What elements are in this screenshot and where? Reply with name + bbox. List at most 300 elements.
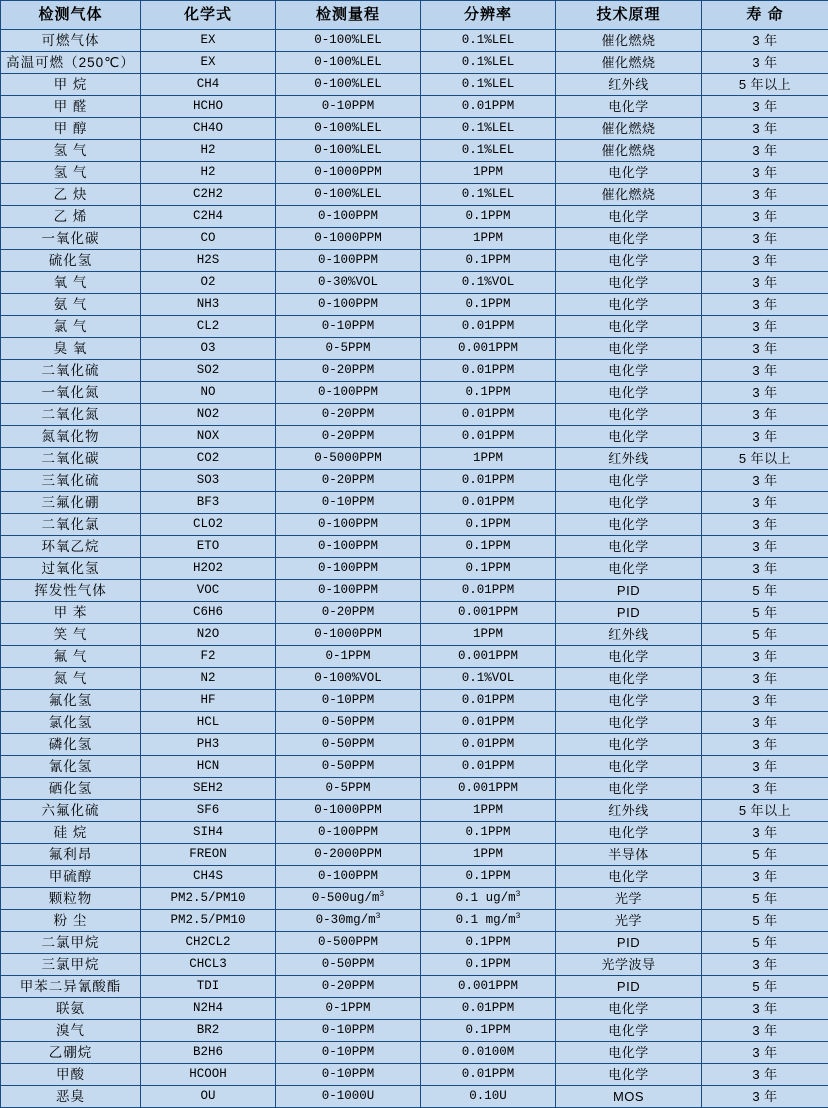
cell-formula: NOX	[141, 426, 276, 448]
cell-lifetime: 5 年以上	[702, 74, 828, 96]
cell-resolution: 0.001PPM	[421, 778, 556, 800]
cell-technology: 电化学	[556, 316, 702, 338]
cell-gas-name: 硫化氢	[1, 250, 141, 272]
cell-formula: C2H4	[141, 206, 276, 228]
cell-formula: C6H6	[141, 602, 276, 624]
cell-lifetime: 3 年	[702, 558, 828, 580]
cell-gas-name: 氮氧化物	[1, 426, 141, 448]
cell-resolution: 0.10U	[421, 1086, 556, 1108]
cell-resolution: 0.0100M	[421, 1042, 556, 1064]
table-row	[1, 338, 828, 360]
cell-formula: SEH2	[141, 778, 276, 800]
cell-technology: 红外线	[556, 624, 702, 646]
table-row	[1, 316, 828, 338]
table-row	[1, 756, 828, 778]
cell-resolution: 0.1%LEL	[421, 74, 556, 96]
cell-gas-name: 乙 烯	[1, 206, 141, 228]
table-row	[1, 74, 828, 96]
cell-range: 0-50PPM	[276, 734, 421, 756]
table-row	[1, 976, 828, 998]
cell-formula: HCL	[141, 712, 276, 734]
cell-gas-name: 笑 气	[1, 624, 141, 646]
cell-resolution: 1PPM	[421, 800, 556, 822]
cell-gas-name: 甲 苯	[1, 602, 141, 624]
cell-range: 0-10PPM	[276, 1020, 421, 1042]
table-row	[1, 448, 828, 470]
cell-gas-name: 恶臭	[1, 1086, 141, 1108]
cell-lifetime: 5 年	[702, 844, 828, 866]
cell-gas-name: 甲苯二异氰酸酯	[1, 976, 141, 998]
cell-range: 0-100PPM	[276, 822, 421, 844]
cell-formula: PM2.5/PM10	[141, 888, 276, 910]
cell-resolution: 0.01PPM	[421, 96, 556, 118]
cell-lifetime: 3 年	[702, 140, 828, 162]
cell-resolution: 0.1PPM	[421, 514, 556, 536]
cell-technology: 电化学	[556, 1064, 702, 1086]
table-row	[1, 250, 828, 272]
cell-gas-name: 溴气	[1, 1020, 141, 1042]
table-row	[1, 932, 828, 954]
cell-technology: 电化学	[556, 712, 702, 734]
cell-range: 0-1000PPM	[276, 162, 421, 184]
cell-lifetime: 5 年	[702, 624, 828, 646]
cell-range: 0-500PPM	[276, 932, 421, 954]
cell-formula: SO3	[141, 470, 276, 492]
cell-resolution: 0.01PPM	[421, 580, 556, 602]
cell-gas-name: 甲 烷	[1, 74, 141, 96]
cell-formula: HF	[141, 690, 276, 712]
cell-technology: 电化学	[556, 998, 702, 1020]
column-header-formula: 化学式	[141, 1, 276, 30]
cell-gas-name: 臭 氧	[1, 338, 141, 360]
cell-resolution: 0.1%LEL	[421, 140, 556, 162]
cell-range: 0-100PPM	[276, 250, 421, 272]
table-row	[1, 866, 828, 888]
cell-formula: F2	[141, 646, 276, 668]
cell-technology: 光学	[556, 910, 702, 932]
cell-technology: 电化学	[556, 470, 702, 492]
cell-lifetime: 3 年	[702, 1064, 828, 1086]
cell-range: 0-1000PPM	[276, 800, 421, 822]
cell-resolution: 0.01PPM	[421, 470, 556, 492]
cell-lifetime: 5 年	[702, 602, 828, 624]
cell-gas-name: 磷化氢	[1, 734, 141, 756]
cell-formula: NH3	[141, 294, 276, 316]
table-row	[1, 162, 828, 184]
cell-gas-name: 粉 尘	[1, 910, 141, 932]
cell-resolution: 0.001PPM	[421, 602, 556, 624]
table-row	[1, 624, 828, 646]
cell-formula: HCN	[141, 756, 276, 778]
cell-resolution: 0.01PPM	[421, 998, 556, 1020]
cell-formula: N2H4	[141, 998, 276, 1020]
cell-resolution: 0.1 $ug/m^3$	[421, 888, 556, 910]
table-row	[1, 822, 828, 844]
cell-range: 0-50PPM	[276, 712, 421, 734]
cell-lifetime: 3 年	[702, 96, 828, 118]
cell-technology: 红外线	[556, 74, 702, 96]
cell-lifetime: 3 年	[702, 316, 828, 338]
cell-formula: OU	[141, 1086, 276, 1108]
cell-resolution: 0.1PPM	[421, 536, 556, 558]
cell-lifetime: 3 年	[702, 756, 828, 778]
column-header-technology: 技术原理	[556, 1, 702, 30]
cell-range: 0-100PPM	[276, 514, 421, 536]
cell-lifetime: 3 年	[702, 778, 828, 800]
cell-lifetime: 3 年	[702, 470, 828, 492]
cell-resolution: 0.001PPM	[421, 338, 556, 360]
table-row	[1, 1064, 828, 1086]
cell-gas-name: 氟利昂	[1, 844, 141, 866]
cell-formula: NO	[141, 382, 276, 404]
cell-formula: BR2	[141, 1020, 276, 1042]
cell-range: 0-5000PPM	[276, 448, 421, 470]
cell-range: 0-20PPM	[276, 404, 421, 426]
table-row	[1, 734, 828, 756]
cell-technology: 电化学	[556, 250, 702, 272]
cell-technology: PID	[556, 976, 702, 998]
cell-technology: 光学	[556, 888, 702, 910]
cell-resolution: 0.001PPM	[421, 976, 556, 998]
cell-technology: 电化学	[556, 822, 702, 844]
cell-gas-name: 氟 气	[1, 646, 141, 668]
table-row	[1, 1086, 828, 1108]
cell-gas-name: 乙硼烷	[1, 1042, 141, 1064]
cell-technology: 电化学	[556, 734, 702, 756]
cell-lifetime: 3 年	[702, 514, 828, 536]
cell-gas-name: 一氧化氮	[1, 382, 141, 404]
cell-resolution: 0.1 $mg/m^3$	[421, 910, 556, 932]
cell-technology: 电化学	[556, 206, 702, 228]
cell-gas-name: 六氟化硫	[1, 800, 141, 822]
cell-formula: CLO2	[141, 514, 276, 536]
cell-range: $0-30mg/m^3$	[276, 910, 421, 932]
table-row	[1, 580, 828, 602]
cell-formula: TDI	[141, 976, 276, 998]
cell-gas-name: 氰化氢	[1, 756, 141, 778]
cell-formula: N2O	[141, 624, 276, 646]
cell-range: 0-50PPM	[276, 756, 421, 778]
cell-gas-name: 甲 醇	[1, 118, 141, 140]
table-row	[1, 118, 828, 140]
table-row	[1, 712, 828, 734]
cell-resolution: 0.01PPM	[421, 1064, 556, 1086]
cell-formula: HCOOH	[141, 1064, 276, 1086]
cell-lifetime: 3 年	[702, 1086, 828, 1108]
cell-resolution: 1PPM	[421, 228, 556, 250]
cell-lifetime: 5 年	[702, 976, 828, 998]
cell-formula: C2H2	[141, 184, 276, 206]
cell-gas-name: 三氧化硫	[1, 470, 141, 492]
cell-formula: CL2	[141, 316, 276, 338]
cell-range: 0-100%LEL	[276, 184, 421, 206]
cell-resolution: 0.1PPM	[421, 1020, 556, 1042]
table-body	[1, 30, 828, 1108]
cell-lifetime: 3 年	[702, 734, 828, 756]
table-row	[1, 1020, 828, 1042]
cell-formula: PM2.5/PM10	[141, 910, 276, 932]
cell-resolution: 0.1%VOL	[421, 272, 556, 294]
cell-technology: 电化学	[556, 492, 702, 514]
cell-range: 0-100%LEL	[276, 52, 421, 74]
column-header-lifetime: 寿 命	[702, 1, 828, 30]
table-row	[1, 206, 828, 228]
cell-range: 0-20PPM	[276, 976, 421, 998]
cell-lifetime: 3 年	[702, 272, 828, 294]
cell-gas-name: 高温可燃（250℃）	[1, 52, 141, 74]
cell-technology: 电化学	[556, 426, 702, 448]
cell-formula: CHCL3	[141, 954, 276, 976]
cell-technology: 电化学	[556, 96, 702, 118]
cell-technology: 电化学	[556, 360, 702, 382]
table-row	[1, 52, 828, 74]
cell-gas-name: 硅 烷	[1, 822, 141, 844]
cell-lifetime: 3 年	[702, 1020, 828, 1042]
cell-technology: 红外线	[556, 800, 702, 822]
cell-range: 0-100PPM	[276, 558, 421, 580]
cell-formula: BF3	[141, 492, 276, 514]
cell-gas-name: 氯 气	[1, 316, 141, 338]
table-row	[1, 558, 828, 580]
cell-technology: 电化学	[556, 294, 702, 316]
table-row	[1, 844, 828, 866]
table-row	[1, 360, 828, 382]
table-row	[1, 998, 828, 1020]
cell-range: 0-20PPM	[276, 426, 421, 448]
cell-gas-name: 甲酸	[1, 1064, 141, 1086]
cell-gas-name: 环氧乙烷	[1, 536, 141, 558]
cell-range: 0-5PPM	[276, 778, 421, 800]
cell-gas-name: 氯化氢	[1, 712, 141, 734]
cell-range: $0-500ug/m^3$	[276, 888, 421, 910]
cell-technology: 电化学	[556, 228, 702, 250]
cell-range: 0-100%VOL	[276, 668, 421, 690]
cell-resolution: 0.1%VOL	[421, 668, 556, 690]
cell-formula: EX	[141, 30, 276, 52]
cell-resolution: 0.01PPM	[421, 426, 556, 448]
cell-range: 0-100PPM	[276, 206, 421, 228]
cell-gas-name: 二氧化碳	[1, 448, 141, 470]
cell-resolution: 1PPM	[421, 162, 556, 184]
cell-range: 0-30%VOL	[276, 272, 421, 294]
cell-resolution: 0.1%LEL	[421, 52, 556, 74]
cell-resolution: 0.1PPM	[421, 206, 556, 228]
cell-formula: B2H6	[141, 1042, 276, 1064]
cell-gas-name: 颗粒物	[1, 888, 141, 910]
cell-technology: 电化学	[556, 514, 702, 536]
cell-resolution: 0.1PPM	[421, 294, 556, 316]
cell-technology: 电化学	[556, 668, 702, 690]
cell-formula: SO2	[141, 360, 276, 382]
cell-formula: O3	[141, 338, 276, 360]
cell-resolution: 1PPM	[421, 624, 556, 646]
cell-resolution: 0.1%LEL	[421, 118, 556, 140]
cell-range: 0-2000PPM	[276, 844, 421, 866]
cell-gas-name: 过氧化氢	[1, 558, 141, 580]
cell-range: 0-50PPM	[276, 954, 421, 976]
cell-formula: SIH4	[141, 822, 276, 844]
cell-range: 0-100%LEL	[276, 118, 421, 140]
cell-technology: 电化学	[556, 536, 702, 558]
table-header-row	[1, 1, 828, 30]
cell-technology: 电化学	[556, 338, 702, 360]
cell-lifetime: 3 年	[702, 360, 828, 382]
cell-gas-name: 三氯甲烷	[1, 954, 141, 976]
cell-gas-name: 硒化氢	[1, 778, 141, 800]
cell-gas-name: 乙 炔	[1, 184, 141, 206]
cell-gas-name: 二氯甲烷	[1, 932, 141, 954]
cell-formula: FREON	[141, 844, 276, 866]
cell-resolution: 0.1PPM	[421, 558, 556, 580]
cell-lifetime: 3 年	[702, 822, 828, 844]
cell-range: 0-10PPM	[276, 1042, 421, 1064]
cell-lifetime: 3 年	[702, 426, 828, 448]
cell-resolution: 1PPM	[421, 844, 556, 866]
cell-resolution: 0.1PPM	[421, 822, 556, 844]
cell-technology: 电化学	[556, 162, 702, 184]
cell-lifetime: 3 年	[702, 646, 828, 668]
cell-technology: PID	[556, 932, 702, 954]
table-row	[1, 514, 828, 536]
cell-formula: H2S	[141, 250, 276, 272]
cell-technology: PID	[556, 602, 702, 624]
table-row	[1, 668, 828, 690]
cell-gas-name: 氨 气	[1, 294, 141, 316]
cell-gas-name: 三氟化硼	[1, 492, 141, 514]
cell-technology: 催化燃烧	[556, 118, 702, 140]
cell-range: 0-100PPM	[276, 866, 421, 888]
cell-resolution: 0.001PPM	[421, 646, 556, 668]
cell-lifetime: 5 年	[702, 580, 828, 602]
cell-gas-name: 可燃气体	[1, 30, 141, 52]
cell-lifetime: 3 年	[702, 294, 828, 316]
cell-range: 0-100PPM	[276, 294, 421, 316]
cell-lifetime: 3 年	[702, 228, 828, 250]
cell-technology: 电化学	[556, 1042, 702, 1064]
table-row	[1, 404, 828, 426]
table-row	[1, 470, 828, 492]
cell-lifetime: 3 年	[702, 866, 828, 888]
cell-formula: NO2	[141, 404, 276, 426]
cell-resolution: 0.01PPM	[421, 404, 556, 426]
cell-range: 0-100%LEL	[276, 30, 421, 52]
cell-formula: CH4S	[141, 866, 276, 888]
cell-technology: 光学波导	[556, 954, 702, 976]
cell-formula: CO	[141, 228, 276, 250]
cell-gas-name: 挥发性气体	[1, 580, 141, 602]
column-header-gas: 检测气体	[1, 1, 141, 30]
cell-formula: CH4	[141, 74, 276, 96]
cell-technology: 电化学	[556, 866, 702, 888]
cell-resolution: 0.01PPM	[421, 734, 556, 756]
cell-range: 0-10PPM	[276, 316, 421, 338]
cell-range: 0-100%LEL	[276, 140, 421, 162]
table-header	[1, 1, 828, 30]
column-header-range: 检测量程	[276, 1, 421, 30]
cell-lifetime: 3 年	[702, 52, 828, 74]
cell-resolution: 0.01PPM	[421, 360, 556, 382]
cell-lifetime: 3 年	[702, 690, 828, 712]
cell-gas-name: 二氧化氯	[1, 514, 141, 536]
cell-range: 0-1PPM	[276, 998, 421, 1020]
cell-formula: H2	[141, 162, 276, 184]
cell-gas-name: 二氧化硫	[1, 360, 141, 382]
cell-lifetime: 5 年以上	[702, 800, 828, 822]
cell-technology: 电化学	[556, 756, 702, 778]
cell-lifetime: 3 年	[702, 404, 828, 426]
cell-resolution: 0.1PPM	[421, 954, 556, 976]
cell-lifetime: 3 年	[702, 536, 828, 558]
table-row	[1, 954, 828, 976]
cell-resolution: 0.01PPM	[421, 690, 556, 712]
cell-formula: N2	[141, 668, 276, 690]
cell-technology: 电化学	[556, 690, 702, 712]
cell-resolution: 0.01PPM	[421, 492, 556, 514]
cell-lifetime: 3 年	[702, 1042, 828, 1064]
cell-technology: 电化学	[556, 646, 702, 668]
table-row	[1, 910, 828, 932]
cell-resolution: 1PPM	[421, 448, 556, 470]
cell-gas-name: 二氧化氮	[1, 404, 141, 426]
cell-lifetime: 3 年	[702, 954, 828, 976]
cell-formula: VOC	[141, 580, 276, 602]
cell-lifetime: 5 年	[702, 888, 828, 910]
cell-formula: SF6	[141, 800, 276, 822]
cell-technology: 半导体	[556, 844, 702, 866]
cell-technology: 红外线	[556, 448, 702, 470]
cell-resolution: 0.1%LEL	[421, 184, 556, 206]
cell-resolution: 0.1PPM	[421, 382, 556, 404]
cell-range: 0-1000PPM	[276, 228, 421, 250]
cell-range: 0-5PPM	[276, 338, 421, 360]
cell-resolution: 0.1PPM	[421, 866, 556, 888]
cell-lifetime: 3 年	[702, 338, 828, 360]
cell-range: 0-1000U	[276, 1086, 421, 1108]
cell-formula: PH3	[141, 734, 276, 756]
table-row	[1, 1042, 828, 1064]
cell-lifetime: 3 年	[702, 492, 828, 514]
table-row	[1, 228, 828, 250]
table-row	[1, 426, 828, 448]
cell-resolution: 0.1PPM	[421, 932, 556, 954]
cell-lifetime: 3 年	[702, 712, 828, 734]
cell-technology: 催化燃烧	[556, 140, 702, 162]
cell-formula: HCHO	[141, 96, 276, 118]
cell-lifetime: 5 年以上	[702, 448, 828, 470]
table-row	[1, 800, 828, 822]
cell-technology: 催化燃烧	[556, 184, 702, 206]
cell-resolution: 0.01PPM	[421, 712, 556, 734]
column-header-resolution: 分辨率	[421, 1, 556, 30]
cell-range: 0-1000PPM	[276, 624, 421, 646]
table-row	[1, 184, 828, 206]
cell-range: 0-100PPM	[276, 580, 421, 602]
cell-technology: 电化学	[556, 778, 702, 800]
cell-resolution: 0.1PPM	[421, 250, 556, 272]
cell-gas-name: 氮 气	[1, 668, 141, 690]
table-row	[1, 888, 828, 910]
cell-technology: 电化学	[556, 272, 702, 294]
cell-range: 0-20PPM	[276, 602, 421, 624]
cell-technology: 电化学	[556, 404, 702, 426]
cell-formula: ETO	[141, 536, 276, 558]
cell-range: 0-20PPM	[276, 360, 421, 382]
cell-range: 0-10PPM	[276, 492, 421, 514]
cell-formula: CO2	[141, 448, 276, 470]
cell-gas-name: 氢 气	[1, 140, 141, 162]
table-row	[1, 272, 828, 294]
cell-lifetime: 3 年	[702, 162, 828, 184]
